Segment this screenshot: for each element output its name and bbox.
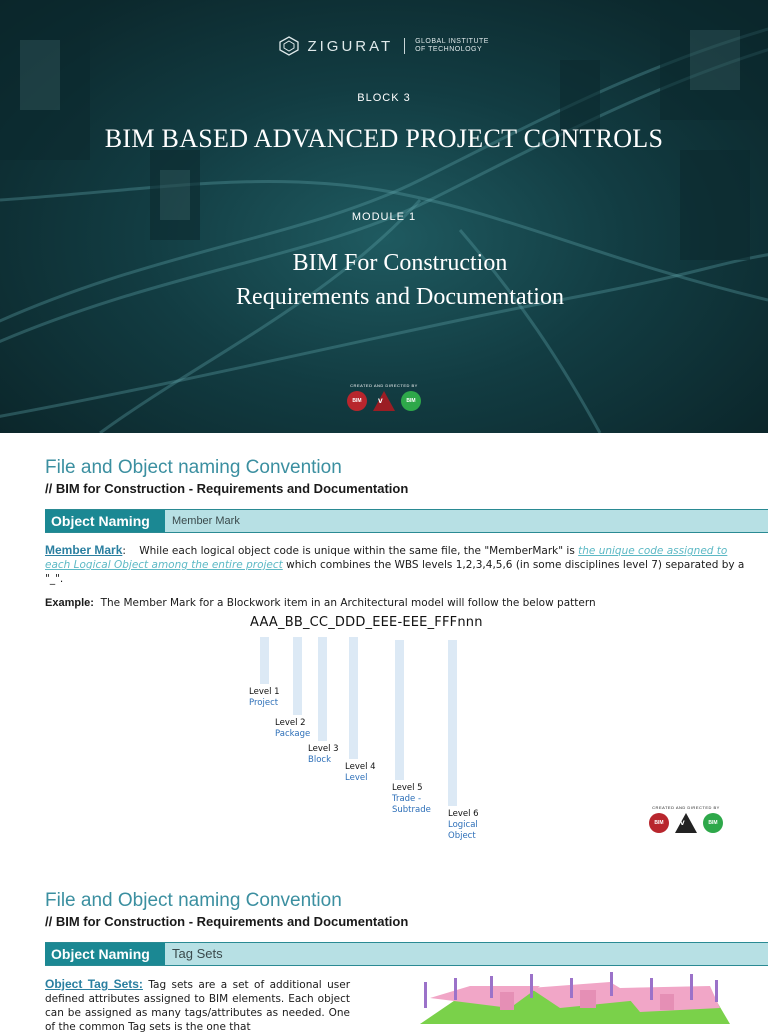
member-mark-link[interactable]: the unique code assigned to each Logical Object among the entire project	[45, 545, 728, 571]
slide1-bim-green-badge-icon: BIM	[703, 813, 723, 833]
slide1-credits	[636, 805, 736, 833]
level-3-bar	[318, 637, 327, 741]
level-2-label	[275, 718, 310, 740]
level-1-label	[249, 687, 280, 709]
level-4-name: Level	[345, 773, 368, 783]
level-4-number: Level 4	[345, 762, 376, 772]
cover-slide	[0, 0, 768, 433]
tag-sets-term: Object Tag Sets:	[45, 977, 143, 991]
zigurat-logo-icon	[279, 36, 299, 56]
logo-separator	[404, 38, 405, 54]
cover-subtitle	[0, 246, 768, 314]
level-1-number: Level 1	[249, 687, 280, 697]
level-1-bar	[260, 637, 269, 684]
slide2-section-bar	[45, 942, 768, 966]
slide1-title: File and Object naming Convention	[45, 457, 342, 478]
level-3-name: Block	[308, 755, 331, 765]
bim-green-badge-icon: BIM	[401, 391, 421, 411]
level-2-name: Package	[275, 729, 311, 739]
cover-title: BIM BASED ADVANCED PROJECT CONTROLS	[104, 124, 664, 153]
bim-model-illustration	[410, 968, 730, 1024]
member-mark-text-before: While each logical object code is unique within the same file, the "MemberMark" is	[139, 545, 575, 557]
example-line	[45, 597, 596, 609]
level-5-name: Trade -	[392, 794, 422, 804]
section2-bar-value: Tag Sets	[172, 946, 223, 961]
level-5-label	[392, 783, 431, 816]
slide1-triangle-badge-icon	[675, 813, 697, 833]
tag-sets-text: Tag sets are a set of additional user defined attributes assigned to BIM elements. Each object can be assigned as many tags/attributes as needed. One of the common Tag sets is the one that	[45, 979, 351, 1033]
level-6-name: Logical	[448, 820, 478, 830]
level-2-number: Level 2	[275, 718, 306, 728]
slide1-section-bar	[45, 509, 768, 533]
logo-brand: ZIGURAT	[307, 37, 394, 55]
slide1-subtitle: // BIM for Construction - Requirements and Documentation	[45, 481, 409, 496]
level-4-bar	[349, 637, 358, 759]
block-label: BLOCK 3	[357, 92, 411, 104]
level-4-label	[345, 762, 376, 784]
logo-institute	[415, 38, 489, 54]
example-text: The Member Mark for a Blockwork item in an Architectural model will follow the below pattern	[100, 597, 596, 609]
section-bar-value: Member Mark	[172, 515, 240, 527]
level-6-number: Level 6	[448, 809, 479, 819]
level-1-name: Project	[249, 698, 279, 708]
level-3-number: Level 3	[308, 744, 339, 754]
level-6-label	[448, 809, 479, 842]
level-5-name-line2: Subtrade	[392, 805, 431, 815]
level-3-label	[308, 744, 339, 766]
member-mark-text-after: which combines the WBS levels 1,2,3,4,5,6 (in some disciplines level 7) separated by a "_".	[45, 559, 745, 585]
level-5-bar	[395, 640, 404, 780]
level-2-bar	[293, 637, 302, 715]
member-mark-pattern: AAA_BB_CC_DDD_EEE-EEE_FFFnnn	[250, 615, 483, 630]
slide1-triangle-badge-text: V	[680, 820, 685, 827]
logo-institute-line1: GLOBAL INSTITUTE	[415, 38, 489, 45]
slide2-title: File and Object naming Convention	[45, 890, 342, 911]
tag-sets-paragraph	[45, 977, 350, 1034]
example-label: Example:	[45, 597, 94, 609]
triangle-badge-icon	[373, 391, 395, 411]
section2-bar-label: Object Naming	[45, 943, 165, 965]
section-bar-label: Object Naming	[45, 510, 165, 532]
module-label: MODULE 1	[351, 211, 417, 223]
level-5-number: Level 5	[392, 783, 423, 793]
cover-subtitle-line2: Requirements and Documentation	[236, 284, 564, 310]
bim-red-badge-icon: BIM	[347, 391, 367, 411]
slide2-subtitle: // BIM for Construction - Requirements and Documentation	[45, 914, 409, 929]
zigurat-logo	[0, 36, 768, 56]
member-mark-paragraph: Member Mark: While each logical object code is unique within the same file, the "MemberMark" is the unique code assigned to each Logical Object among the entire project which combines the WBS levels 1,2,3,4,5,6 (in some disciplines level 7) separated by a "_".	[45, 543, 745, 585]
slide1-bim-red-badge-icon: BIM	[649, 813, 669, 833]
level-6-bar	[448, 640, 457, 806]
credit-label: CREATED AND DIRECTED BY	[350, 383, 418, 388]
triangle-badge-text: V	[378, 398, 383, 405]
cover-subtitle-line1: BIM For Construction	[292, 250, 508, 276]
member-mark-term: Member Mark	[45, 543, 123, 557]
logo-institute-line2: OF TECHNOLOGY	[415, 46, 483, 53]
level-6-name-line2: Object	[448, 831, 476, 841]
slide1-credit-label: CREATED AND DIRECTED BY	[652, 805, 720, 810]
cover-credits	[334, 383, 434, 411]
